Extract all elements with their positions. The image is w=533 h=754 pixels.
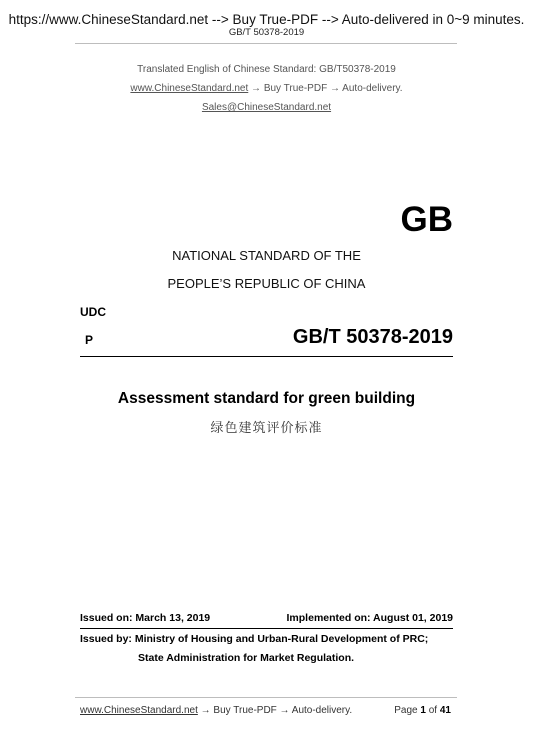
- standard-code: GB/T 50378-2019: [292, 326, 453, 348]
- issued-on: Issued on: March 13, 2019: [80, 612, 211, 624]
- buy-line: [0, 83, 533, 94]
- code-divider: [80, 356, 453, 357]
- gb-mark: GB: [400, 200, 453, 239]
- of-label: of: [428, 705, 438, 716]
- email-line: [0, 102, 533, 113]
- header-divider: [75, 43, 457, 44]
- national-standard-line1: NATIONAL STANDARD OF THE: [172, 248, 361, 263]
- page-number: 1: [420, 705, 426, 716]
- footer-divider: [75, 697, 457, 698]
- issued-divider: [80, 628, 453, 629]
- translation-note: Translated English of Chinese Standard: GB/T50378-2019: [137, 64, 396, 75]
- page-label: Page: [394, 705, 418, 716]
- national-standard-line2: PEOPLE’S REPUBLIC OF CHINA: [167, 276, 366, 291]
- page-total: 41: [439, 705, 451, 716]
- page-indicator: [394, 705, 451, 716]
- footer-buy-text: → Buy True-PDF → Auto-delivery.: [200, 705, 353, 716]
- footer-site-link[interactable]: www.ChineseStandard.net: [80, 705, 198, 716]
- site-link[interactable]: www.ChineseStandard.net: [130, 83, 249, 94]
- issued-by-line2: State Administration for Market Regulation.: [138, 652, 355, 664]
- implemented-on: Implemented on: August 01, 2019: [286, 612, 453, 624]
- header-banner: https://www.ChineseStandard.net --> Buy True-PDF --> Auto-delivered in 0~9 minutes.: [8, 12, 525, 27]
- header-code: GB/T 50378-2019: [228, 27, 305, 38]
- title-chinese: 绿色建筑评价标准: [210, 420, 323, 435]
- title-english: Assessment standard for green building: [117, 390, 416, 407]
- udc-label: UDC: [80, 305, 106, 319]
- p-label: P: [85, 333, 94, 347]
- buy-text: → Buy True-PDF → Auto-delivery.: [251, 83, 403, 94]
- issued-by-line1: Issued by: Ministry of Housing and Urban-Rural Development of PRC;: [80, 633, 429, 645]
- footer-buy-line: [80, 705, 352, 716]
- email-link[interactable]: Sales@ChineseStandard.net: [201, 102, 332, 113]
